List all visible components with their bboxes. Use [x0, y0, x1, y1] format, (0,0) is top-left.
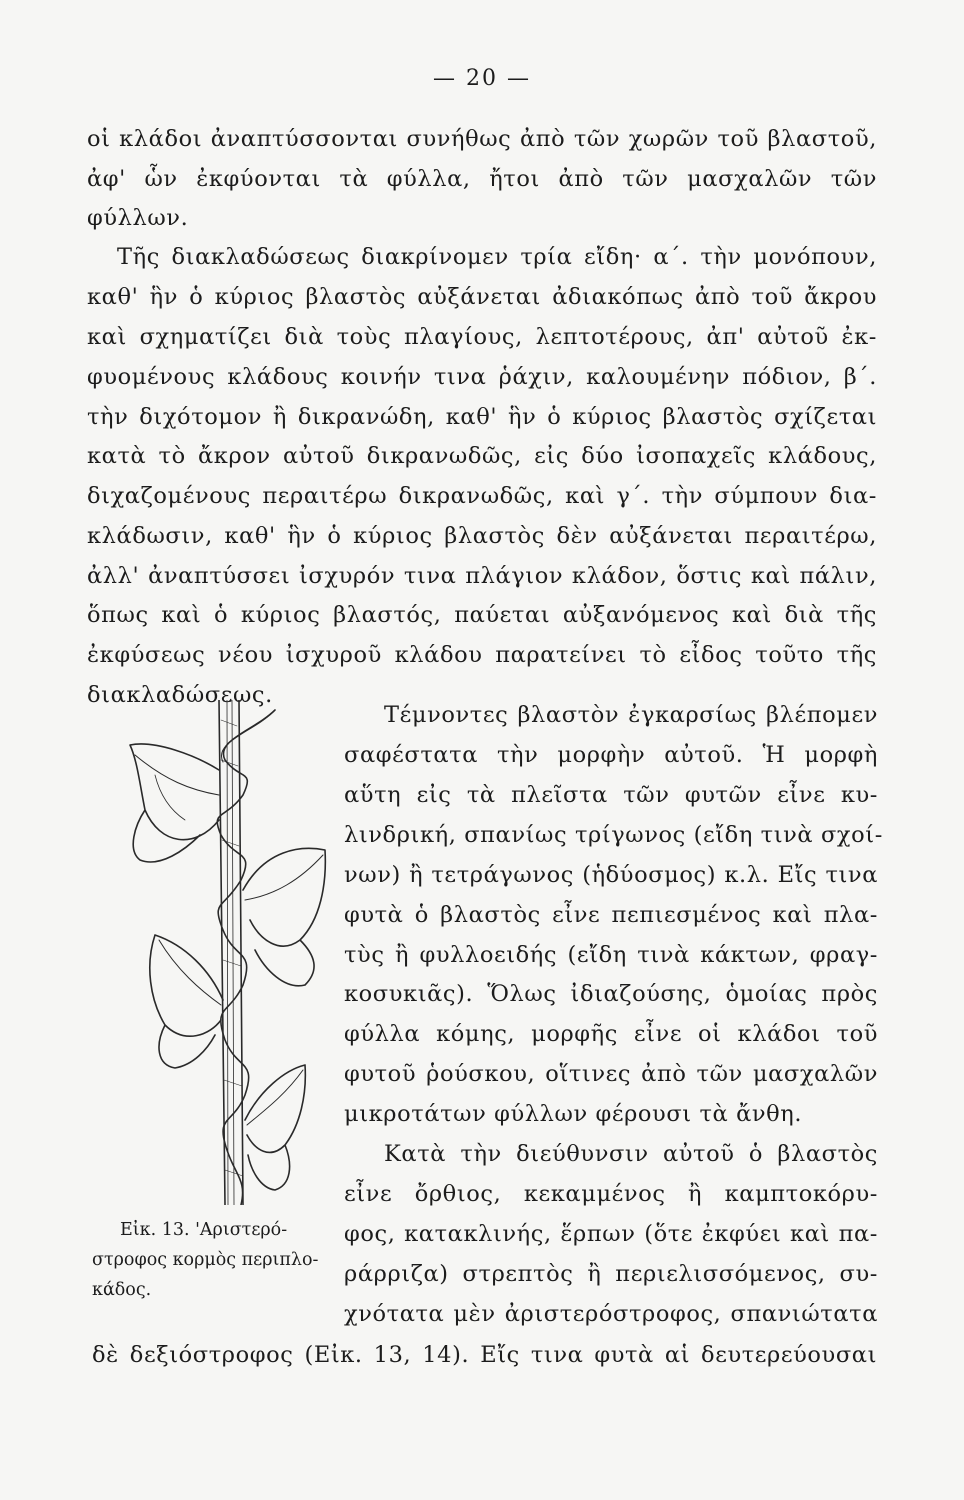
text-line: φύλλων.: [87, 205, 189, 231]
text-line: φυτοῦ ῥούσκου, οἵτινες ἀπὸ τῶν μασχαλῶν: [344, 1061, 878, 1087]
text-line: Τῆς διακλαδώσεως διακρίνομεν τρία εἴδη· α΄. τὴν μονόπουν,: [117, 244, 877, 270]
text-line: τὺς ἢ φυλλοειδής (εἴδη τινὰ κάκτων, φραγ-: [344, 942, 878, 968]
text-line: σαφέστατα τὴν μορφὴν αὐτοῦ. Ἡ μορφὴ: [344, 742, 878, 768]
text-line: φος, κατακλινής, ἕρπων (ὅτε ἐκφύει καὶ πα-: [344, 1221, 878, 1247]
text-line: διακλαδώσεως.: [87, 682, 273, 708]
text-line: φυτὰ ὁ βλαστὸς εἶνε πεπιεσμένος καὶ πλα-: [344, 902, 878, 928]
text-line: μικροτάτων φύλλων φέρουσι τὰ ἄνθη.: [344, 1101, 803, 1127]
text-line: φυομένους κλάδους κοινήν τινα ῥάχιν, καλουμένην πόδιον, β΄.: [87, 364, 877, 390]
caption-line: κάδος.: [92, 1280, 152, 1300]
text-line: ἀλλ' ἀναπτύσσει ἰσχυρόν τινα πλάγιον κλάδον, ὅστις καὶ πάλιν,: [87, 563, 877, 589]
text-line: κοσυκιᾶς). Ὅλως ἰδιαζούσης, ὁμοίας πρὸς: [344, 981, 878, 1007]
text-line: ἀφ' ὧν ἐκφύονται τὰ φύλλα, ἤτοι ἀπὸ τῶν μασχαλῶν τῶν: [87, 166, 877, 192]
text-line: λινδρική, σπανίως τρίγωνος (εἴδη τινὰ σχοί-: [344, 822, 883, 848]
twining-stem-illustration: [115, 700, 337, 1205]
text-line: φύλλα κόμης, μορφῆς εἶνε οἱ κλάδοι τοῦ: [344, 1021, 878, 1047]
leaf-lower-left: [150, 935, 223, 1068]
text-line: ράρριζα) στρεπτὸς ἢ περιελισσόμενος, συ-: [344, 1261, 878, 1287]
text-line: αὕτη εἰς τὰ πλεῖστα τῶν φυτῶν εἶνε κυ-: [344, 782, 878, 808]
text-line: διχαζομένους περαιτέρω δικρανωδῶς, καὶ γ΄. τὴν σύμπουν δια-: [87, 483, 877, 509]
text-line: οἱ κλάδοι ἀναπτύσσονται συνήθως ἀπὸ τῶν χωρῶν τοῦ βλαστοῦ,: [87, 126, 877, 152]
text-line: κλάδωσιν, καθ' ἣν ὁ κύριος βλαστὸς δὲν αὐξάνεται περαιτέρω,: [87, 523, 877, 549]
text-line: ἐκφύσεως νέου ἰσχυροῦ κλάδου παρατείνει τὸ εἶδος τοῦτο τῆς: [87, 642, 877, 668]
text-line: νων) ἢ τετράγωνος (ἡδύοσμος) κ.λ. Εἴς τινα: [344, 862, 878, 888]
leaf-upper-right: [243, 848, 325, 985]
text-line: καθ' ἣν ὁ κύριος βλαστὸς αὐξάνεται ἀδιακόπως ἀπὸ τοῦ ἄκρου: [87, 284, 877, 310]
caption-line: Εἰκ. 13. 'Αριστερό-: [120, 1220, 288, 1240]
text-line: τὴν διχότομον ἢ δικρανώδη, καθ' ἣν ὁ κύριος βλαστὸς σχίζεται: [87, 404, 877, 430]
text-line: κατὰ τὸ ἄκρον αὐτοῦ δικρανωδῶς, εἰς δύο ἰσοπαχεῖς κλάδους,: [87, 443, 877, 469]
twining-vine: [217, 710, 275, 1205]
text-line-last: δὲ δεξιόστροφος (Εἰκ. 13, 14). Εἴς τινα φυτὰ αἱ δευτερεύουσαι: [92, 1342, 877, 1368]
page-number: — 20 —: [433, 66, 531, 91]
leaf-lower-right: [245, 1065, 305, 1190]
text-line: Τέμνοντες βλαστὸν ἐγκαρσίως βλέπομεν: [384, 702, 878, 728]
text-line: καὶ σχηματίζει διὰ τοὺς πλαγίους, λεπτοτέρους, ἀπ' αὐτοῦ ἐκ-: [87, 324, 877, 350]
text-line: χνότατα μὲν ἀριστερόστροφος, σπανιώτατα: [344, 1301, 878, 1327]
text-line: ὅπως καὶ ὁ κύριος βλαστός, παύεται αὐξανόμενος καὶ διὰ τῆς: [87, 602, 877, 628]
caption-line: στροφος κορμὸς περιπλο-: [92, 1250, 319, 1270]
text-line: εἶνε ὄρθιος, κεκαμμένος ἢ καμπτοκόρυ-: [344, 1181, 878, 1207]
text-line: Κατὰ τὴν διεύθυνσιν αὐτοῦ ὁ βλαστὸς: [384, 1141, 878, 1167]
main-stem: [219, 700, 225, 1205]
